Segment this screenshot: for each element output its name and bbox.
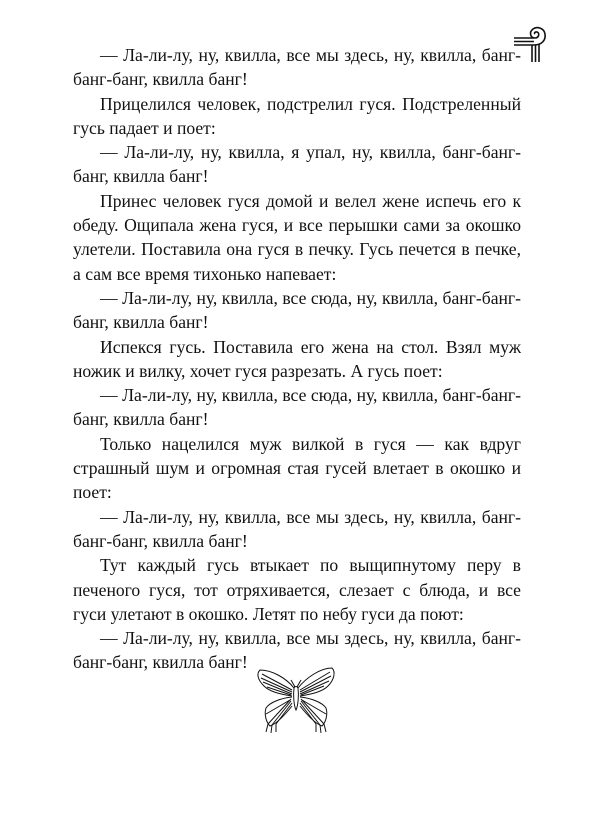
paragraph: Испекся гусь. Поставила его жена на стол. Взял муж ножик и вилку, хочет гуся разрезать. А гусь поет: [73, 336, 521, 381]
song-verse: — Ла-ли-лу, ну, квилла, я упал, ну, квилла, банг-банг-банг, квилла банг! [73, 142, 521, 187]
paragraph: Прицелился человек, подстрелил гуся. Подстреленный гусь падает и поет: [73, 93, 521, 138]
song-verse: — Ла-ли-лу, ну, квилла, все сюда, ну, квилла, банг-банг-банг, квилла банг! [73, 385, 521, 430]
story-text [73, 43, 521, 675]
paragraph: Тут каждый гусь втыкает по выщипнутому перу в печеного гуся, тот отряхивается, слезает с блюда, и все гуси улетают в окошко. Летят по небу гуси да поют: [73, 555, 521, 624]
song-verse: — Ла-ли-лу, ну, квилла, все мы здесь, ну, квилла, банг-банг-банг, квилла банг! [73, 506, 521, 551]
butterfly-illustration [254, 666, 338, 738]
paragraph: Принес человек гуся домой и велел жене испечь его к обеду. Ощипала жена гуся, и все перышки сами за окошко улетели. Поставила она гуся в печку. Гусь печется в печке, а сам все время тихонько напевает: [73, 190, 521, 284]
song-verse: — Ла-ли-лу, ну, квилла, все мы здесь, ну, квилла, банг-банг-банг, квилла банг! [73, 45, 521, 90]
song-verse: — Ла-ли-лу, ну, квилла, все сюда, ну, квилла, банг-банг-банг, квилла банг! [73, 287, 521, 333]
paragraph: Только нацелился муж вилкой в гуся — как вдруг страшный шум и огромная стая гусей влетает в окошко и поет: [73, 433, 521, 503]
song-verse: — Ла-ли-лу, ну, квилла, все мы здесь, ну, квилла, банг-банг-банг, квилла банг! [73, 628, 521, 673]
